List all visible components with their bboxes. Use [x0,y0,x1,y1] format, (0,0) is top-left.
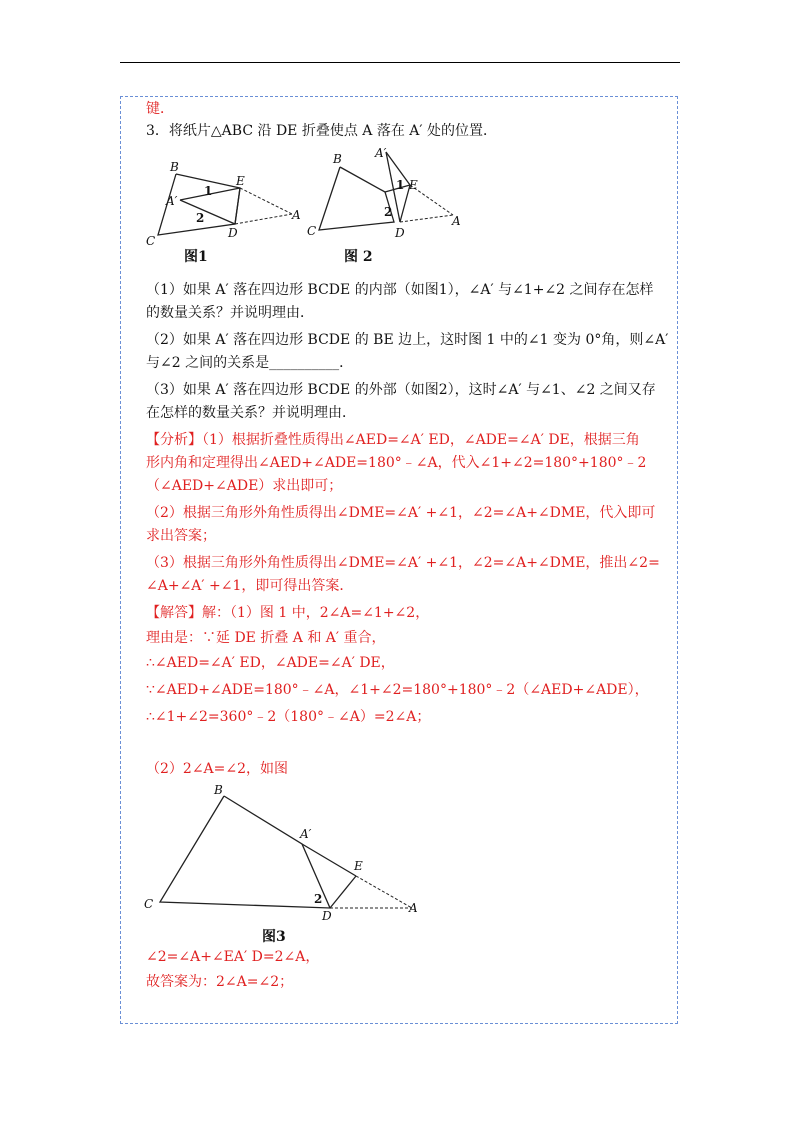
fig2-dashed-da [400,215,453,222]
fig3-quadrilateral-bcde [160,796,330,908]
problem-3-statement: 3．将纸片△ABC 沿 DE 折叠使点 A 落在 A′ 处的位置． [146,123,498,139]
fig3-label-b: B [214,783,223,797]
fig1-segment-apd [180,200,235,224]
fig2-angle-2: 2 [384,205,393,219]
fig1-label-e: E [236,174,245,188]
fig3-label-d: D [322,909,332,920]
fig1-label-d: D [228,226,238,240]
question-3-line-2: 在怎样的数量关系？并说明理由． [146,405,356,421]
fig1-angle-2: 2 [196,211,205,225]
fig2-angle-1: 1 [396,178,405,192]
fig1-label-b: B [170,160,179,174]
figure-3 [140,780,430,920]
fig2-label-a-prime: A′ [375,146,387,160]
question-2-line-1: （2）如果 A′ 落在四边形 BCDE 的 BE 边上，这时图 1 中的∠1 变为 0°角，则∠A′ [146,332,669,348]
fig1-label-a: A [292,208,301,222]
fig1-label-c: C [146,234,156,248]
analysis-line-7: ∠A+∠A′ +∠1，即可得出答案． [146,578,354,594]
solution-line-2: 理由是：∵延 DE 折叠 A 和 A′ 重合， [146,630,386,646]
fig3-dashed-ea [356,876,412,908]
question-1-line-2: 的数量关系？并说明理由． [146,305,314,321]
fig3-segment-ape [302,844,356,876]
solution-part-2-heading: （2）2∠A=∠2，如图 [146,761,289,777]
question-3-line-1: （3）如果 A′ 落在四边形 BCDE 的外部（如图2），这时∠A′ 与∠1、∠2 之间又存 [146,382,656,398]
solution-line-7: ∠2=∠A+∠EA′ D=2∠A， [146,949,320,965]
fig2-label-e: E [409,178,418,192]
fig3-label-c: C [144,897,154,911]
analysis-line-4: （2）根据三角形外角性质得出∠DME=∠A′ +∠1，∠2=∠A+∠DME，代入即可 [146,505,656,521]
solution-line-4: ∵∠AED+∠ADE=180°﹣∠A，∠1+∠2=180°+180°﹣2（∠AED+∠ADE）， [146,682,649,698]
fig3-label-a: A [409,901,418,915]
analysis-line-2: 形内角和定理得出∠AED+∠ADE=180°﹣∠A，代入∠1+∠2=180°+180°﹣2 [146,455,647,471]
fig1-dashed-ea [240,188,292,214]
analysis-line-6: （3）根据三角形外角性质得出∠DME=∠A′ +∠1，∠2=∠A+∠DME，推出∠2= [146,555,660,571]
figure-1-caption: 图1 [184,249,208,265]
header-rule [120,62,680,63]
fig3-label-a-prime: A′ [300,827,312,841]
question-1-line-1: （1）如果 A′ 落在四边形 BCDE 的内部（如图1），∠A′ 与∠1+∠2 之间存在怎样 [146,282,654,298]
solution-line-5: ∴∠1+∠2=360°﹣2（180°﹣∠A）=2∠A； [146,709,431,725]
figure-2-caption: 图 2 [344,249,373,265]
fig2-label-b: B [333,152,342,166]
solution-line-1: 【解答】解：（1）图 1 中，2∠A=∠1+∠2， [146,605,430,621]
fig3-label-e: E [354,859,363,873]
fig1-label-a-prime: A′ [166,194,178,208]
fig2-label-c: C [307,224,317,238]
fig1-segment-de [235,188,240,224]
fig3-angle-2: 2 [314,892,323,906]
fig2-label-d: D [395,226,405,240]
analysis-line-1: 【分析】（1）根据折叠性质得出∠AED=∠A′ ED，∠ADE=∠A′ DE，根据三角 [146,432,640,448]
fig2-quadrilateral-bcde [319,167,394,230]
text-line-continuation: 键． [146,101,174,117]
solution-line-8: 故答案为：2∠A=∠2； [146,974,294,990]
analysis-line-3: （∠AED+∠ADE）求出即可； [146,478,343,494]
solution-line-3: ∴∠AED=∠A′ ED，∠ADE=∠A′ DE， [146,655,395,671]
fig2-label-a: A [452,214,461,228]
figure-3-caption: 图3 [262,929,286,945]
figure-2 [305,145,480,255]
fig1-angle-1: 1 [204,184,213,198]
question-2-line-2: 与∠2 之间的关系是__________． [146,355,354,371]
fig3-segment-de [330,876,356,908]
figure-1 [140,155,315,255]
fig1-dashed-da [235,214,292,224]
analysis-line-5: 求出答案； [146,528,216,544]
